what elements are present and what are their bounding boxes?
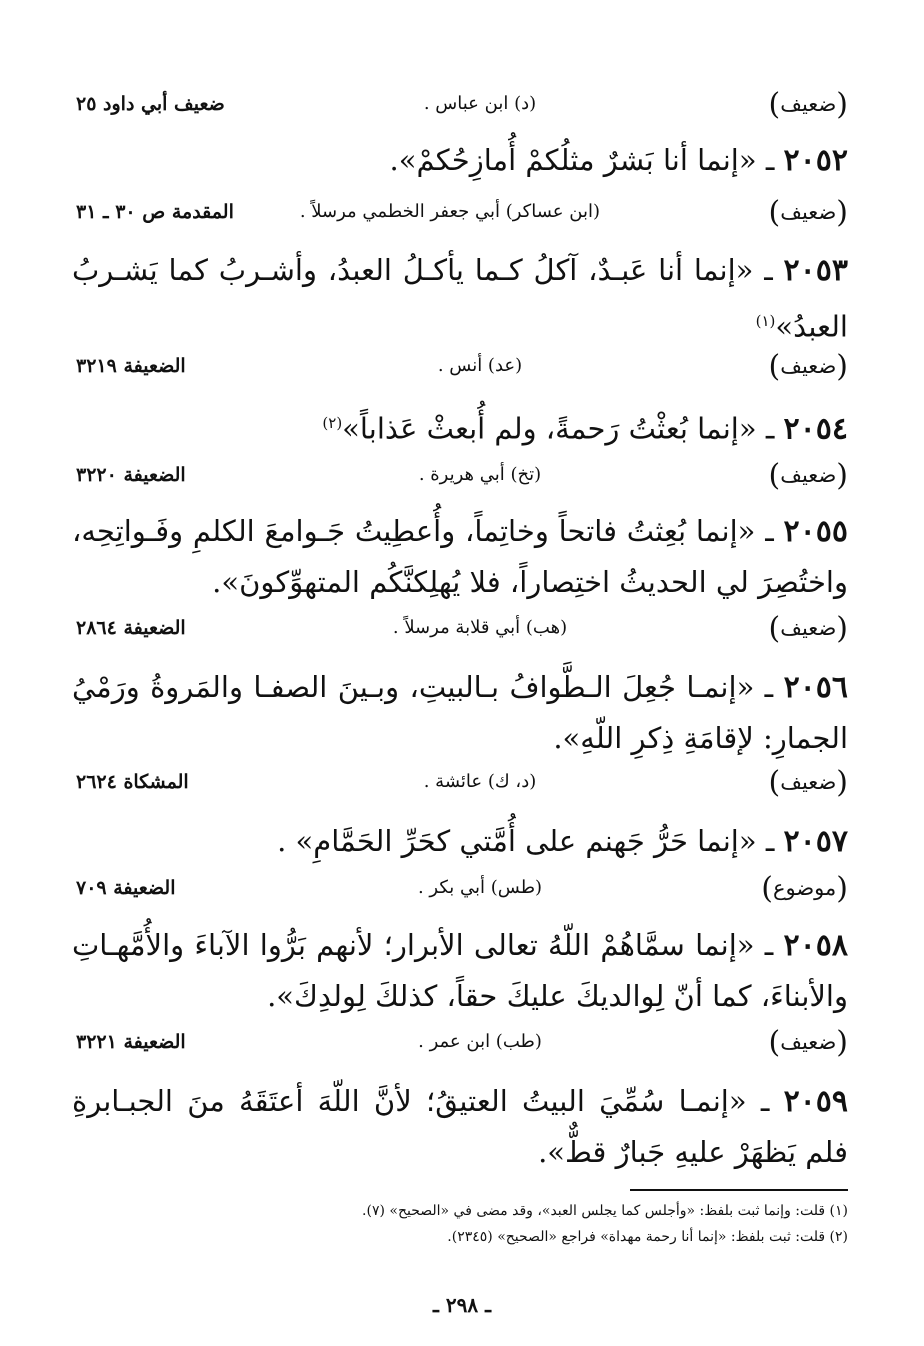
grade-label: (ضعيف) bbox=[768, 458, 848, 493]
grade-label: (ضعيف) bbox=[768, 1025, 848, 1060]
reference-label: الضعيفة ٢٨٦٤ bbox=[76, 617, 186, 639]
hadith-text: ٢٠٥٢ ـ «إنما أنا بَشرٌ مثلُكمْ أُمازِحُكمْ». bbox=[389, 143, 848, 178]
hadith-text: ٢٠٥٩ ـ «إنمـا سُمِّيَ البيتُ العتيقُ؛ لأنَّ اللّهَ أعتَقَهُ منَ الجبـابرةِ فلم يَظهَرْ عليهِ جَبارٌ قطٌّ». bbox=[72, 1084, 849, 1169]
hadith-text: ٢٠٥٧ ـ «إنما حَرُّ جَهنم على أُمَّتي كحَرِّ الحَمَّامِ» . bbox=[277, 824, 848, 859]
grade-label: (ضعيف) bbox=[768, 765, 848, 800]
hadith-text: ٢٠٥٦ ـ «إنمـا جُعِلَ الـطَّوافُ بـالبيتِ، وبـينَ الصفـا والمَروةُ ورَمْيُ الجمارِ: لإقامَةِ ذِكرِ اللّهِ». bbox=[72, 670, 849, 755]
hadith-body: «إنما بُعثْتُ رَحمةً، ولم أُبعثْ عَذاباً» bbox=[342, 411, 757, 446]
footnote-marker: (٢) bbox=[322, 414, 343, 432]
hadith-number: ٢٠٥٣ bbox=[783, 253, 848, 288]
hadith-body: «إنما أنا بَشرٌ مثلُكمْ أُمازِحُكمْ». bbox=[389, 143, 757, 177]
grade-label: (موضوع) bbox=[761, 871, 848, 906]
grade-label: (ضعيف) bbox=[768, 87, 848, 122]
grade-label: (ضعيف) bbox=[768, 195, 848, 230]
hadith-meta-row bbox=[70, 868, 854, 908]
hadith-text: ٢٠٥٤ ـ «إنما بُعثْتُ رَحمةً، ولم أُبعثْ عَذاباً»$^{(٢)}$ bbox=[322, 411, 848, 447]
hadith-number: ٢٠٥٧ bbox=[783, 824, 848, 859]
hadith-meta-row bbox=[70, 762, 854, 802]
hadith-text: ٢٠٥٨ ـ «إنما سمَّاهُمْ اللّهُ تعالى الأبرار؛ لأنهم بَرُّوا الآباءَ والأُمَّهـاتِ والأبناءَ، كما أنّ لِوالديكَ عليكَ حقاً، كذلكَ لِولدِكَ». bbox=[72, 928, 848, 1013]
footnote-marker: (١) bbox=[755, 312, 776, 330]
hadith-number: ٢٠٥٩ bbox=[783, 1084, 849, 1119]
source-label: (د) ابن عباس . bbox=[423, 93, 537, 114]
footnote: (٢) قلت: ثبت بلفظ: «إنما أنا رحمة مهداة» فراجع «الصحيح» (٢٣٤٥). bbox=[447, 1229, 848, 1245]
hadith-number: ٢٠٥٦ bbox=[783, 670, 849, 705]
reference-label: الضعيفة ٧٠٩ bbox=[76, 877, 176, 899]
grade-label: (ضعيف) bbox=[768, 611, 848, 646]
source-label: (د، ك) عائشة . bbox=[423, 771, 537, 792]
source-label: (طب) ابن عمر . bbox=[418, 1031, 542, 1052]
hadith-meta-row bbox=[70, 346, 854, 386]
hadith-body: «إنما بُعِثتُ فاتحاً وخاتِماً، وأُعطِيتُ جَـوامعَ الكلمِ وفَـواتِحِه، واختُصِرَ لي الحديثُ اختِصاراً، فلا يُهلِكنَّكُم المتهوِّكونَ». bbox=[72, 514, 848, 599]
hadith-number: ٢٠٥٢ bbox=[783, 143, 848, 178]
hadith-text: ٢٠٥٥ ـ «إنما بُعِثتُ فاتحاً وخاتِماً، وأُعطِيتُ جَـوامعَ الكلمِ وفَـواتِحِه، واختُصِرَ لي الحديثُ اختِصاراً، فلا يُهلِكنَّكُم المتهوِّكونَ». bbox=[72, 514, 848, 599]
grade-label: (ضعيف) bbox=[768, 349, 848, 384]
source-label: (تخ) أبي هريرة . bbox=[418, 464, 542, 485]
reference-label: المقدمة ص ٣٠ ـ ٣١ bbox=[76, 201, 234, 223]
source-label: (هب) أبي قلابة مرسلاً . bbox=[392, 617, 568, 638]
footnote-divider bbox=[630, 1189, 848, 1191]
footnote: (١) قلت: وإنما ثبت بلفظ: «وأجلس كما يجلس العبد»، وقد مضى في «الصحيح» (٧). bbox=[362, 1203, 848, 1219]
hadith-meta-row bbox=[70, 455, 854, 495]
reference-label: ضعيف أبي داود ٢٥ bbox=[76, 93, 225, 115]
hadith-meta-row bbox=[70, 1022, 854, 1062]
hadith-meta-row bbox=[70, 84, 854, 124]
source-label: (عد) أنس . bbox=[437, 355, 523, 376]
hadith-meta-row bbox=[70, 608, 854, 648]
reference-label: الضعيفة ٣٢١٩ bbox=[76, 355, 186, 377]
reference-label: المشكاة ٢٦٢٤ bbox=[76, 771, 189, 793]
hadith-body: «إنمـا جُعِلَ الـطَّوافُ بـالبيتِ، وبـينَ الصفـا والمَروةُ ورَمْيُ الجمارِ: لإقامَةِ ذِكرِ اللّهِ». bbox=[72, 670, 848, 755]
reference-label: الضعيفة ٣٢٢١ bbox=[76, 1031, 186, 1053]
page-number: ـ ٢٩٨ ـ bbox=[433, 1293, 491, 1317]
hadith-number: ٢٠٥٥ bbox=[783, 514, 848, 549]
hadith-body: «إنما سمَّاهُمْ اللّهُ تعالى الأبرار؛ لأنهم بَرُّوا الآباءَ والأُمَّهـاتِ والأبناءَ، كما أنّ لِوالديكَ عليكَ حقاً، كذلكَ لِولدِكَ». bbox=[72, 928, 848, 1013]
hadith-number: ٢٠٥٤ bbox=[783, 411, 848, 447]
source-label: (ابن عساكر) أبي جعفر الخطمي مرسلاً . bbox=[299, 201, 600, 222]
reference-label: الضعيفة ٣٢٢٠ bbox=[76, 464, 186, 486]
hadith-meta-row bbox=[70, 192, 854, 232]
hadith-number: ٢٠٥٨ bbox=[783, 928, 848, 963]
source-label: (طس) أبي بكر . bbox=[417, 877, 543, 898]
hadith-body: «إنمـا سُمِّيَ البيتُ العتيقُ؛ لأنَّ اللّهَ أعتَقَهُ منَ الجبـابرةِ فلم يَظهَرْ عليهِ جَبارٌ قطٌّ». bbox=[72, 1084, 848, 1169]
hadith-text: ٢٠٥٣ ـ «إنما أنا عَبـدٌ، آكلُ كـما يأكـلُ العبدُ، وأشـربُ كما يَشـربُ العبدُ»$^{(١)}$ bbox=[72, 253, 848, 344]
hadith-body: «إنما حَرُّ جَهنم على أُمَّتي كحَرِّ الحَمَّامِ» . bbox=[277, 824, 757, 858]
hadith-body: «إنما أنا عَبـدٌ، آكلُ كـما يأكـلُ العبدُ، وأشـربُ كما يَشـربُ العبدُ» bbox=[72, 253, 848, 344]
